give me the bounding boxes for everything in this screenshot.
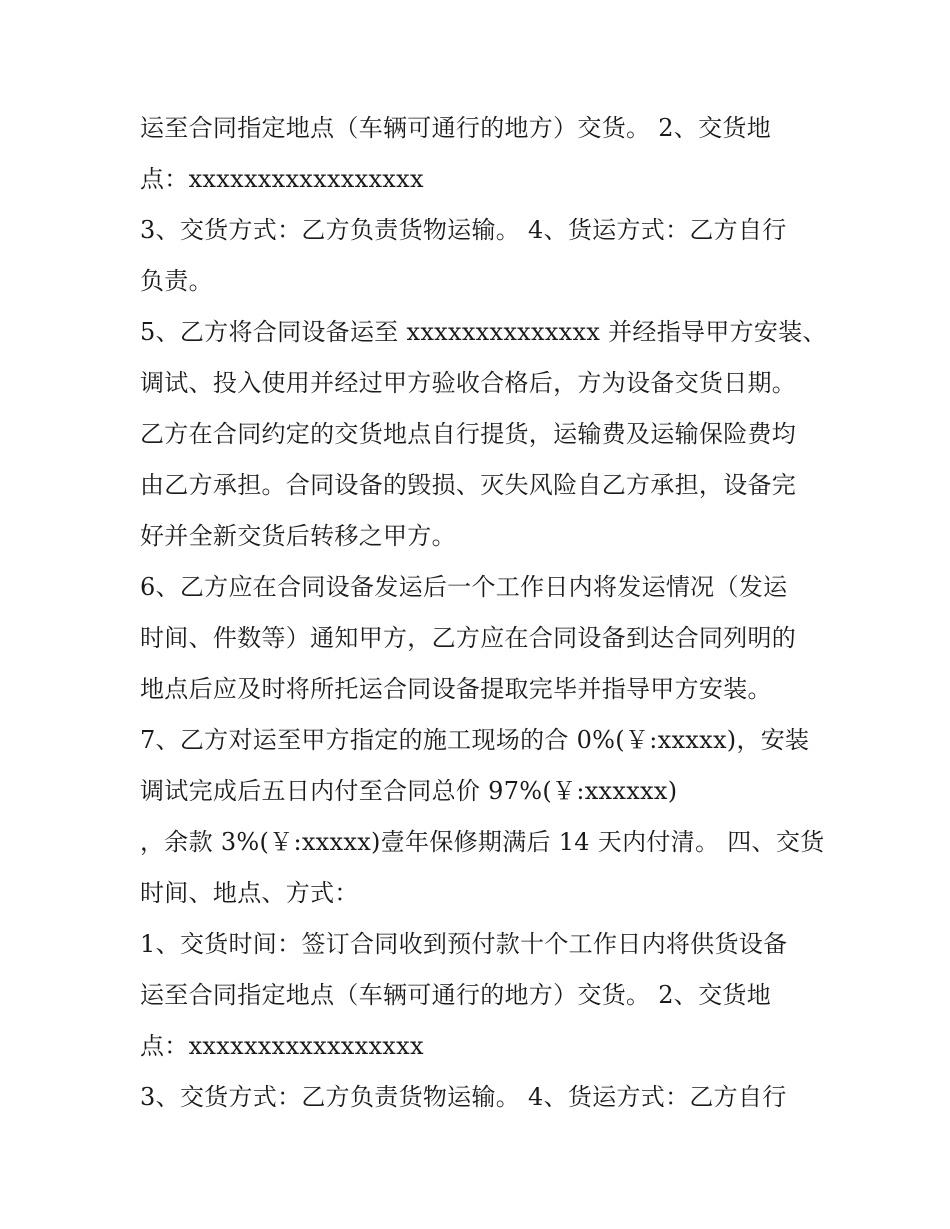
text-line-18: 运至合同指定地点（车辆可通行的地方）交货。 2、交货地 <box>140 981 771 1009</box>
text-line-8: 由乙方承担。合同设备的毁损、灭失风险自乙方承担，设备完 <box>140 471 797 499</box>
text-line-16: 时间、地点、方式： <box>140 879 359 907</box>
text-line-1: 运至合同指定地点（车辆可通行的地方）交货。 2、交货地 <box>140 114 771 142</box>
text-line-11: 时间、件数等）通知甲方，乙方应在合同设备到达合同列明的 <box>140 624 797 652</box>
text-line-10: 6、乙方应在合同设备发运后一个工作日内将发运情况（发运 <box>140 573 788 601</box>
text-line-9: 好并全新交货后转移之甲方。 <box>140 522 456 550</box>
text-line-6: 调试、投入使用并经过甲方验收合格后，方为设备交货日期。 <box>140 369 797 397</box>
text-line-19: 点：xxxxxxxxxxxxxxxxx <box>140 1032 424 1060</box>
text-line-12: 地点后应及时将所托运合同设备提取完毕并指导甲方安装。 <box>140 675 772 703</box>
text-line-5: 5、乙方将合同设备运至 xxxxxxxxxxxxxx 并经指导甲方安装、 <box>140 318 827 346</box>
text-line-14: 调试完成后五日内付至合同总价 97%(￥:xxxxxx) <box>140 777 678 805</box>
document-body <box>140 103 830 1123</box>
text-line-7: 乙方在合同约定的交货地点自行提货，运输费及运输保险费均 <box>140 420 797 448</box>
text-line-3: 3、交货方式：乙方负责货物运输。 4、货运方式：乙方自行 <box>140 216 787 244</box>
text-line-13: 7、乙方对运至甲方指定的施工现场的合 0%(￥:xxxxx)，安装 <box>140 726 810 754</box>
text-line-4: 负责。 <box>140 267 213 295</box>
text-line-20: 3、交货方式：乙方负责货物运输。 4、货运方式：乙方自行 <box>140 1083 787 1111</box>
text-line-2: 点：xxxxxxxxxxxxxxxxx <box>140 165 424 193</box>
text-line-17: 1、交货时间：签订合同收到预付款十个工作日内将供货设备 <box>140 930 788 958</box>
text-line-15: ，余款 3%(￥:xxxxx)壹年保修期满后 14 天内付清。 四、交货 <box>140 828 825 856</box>
